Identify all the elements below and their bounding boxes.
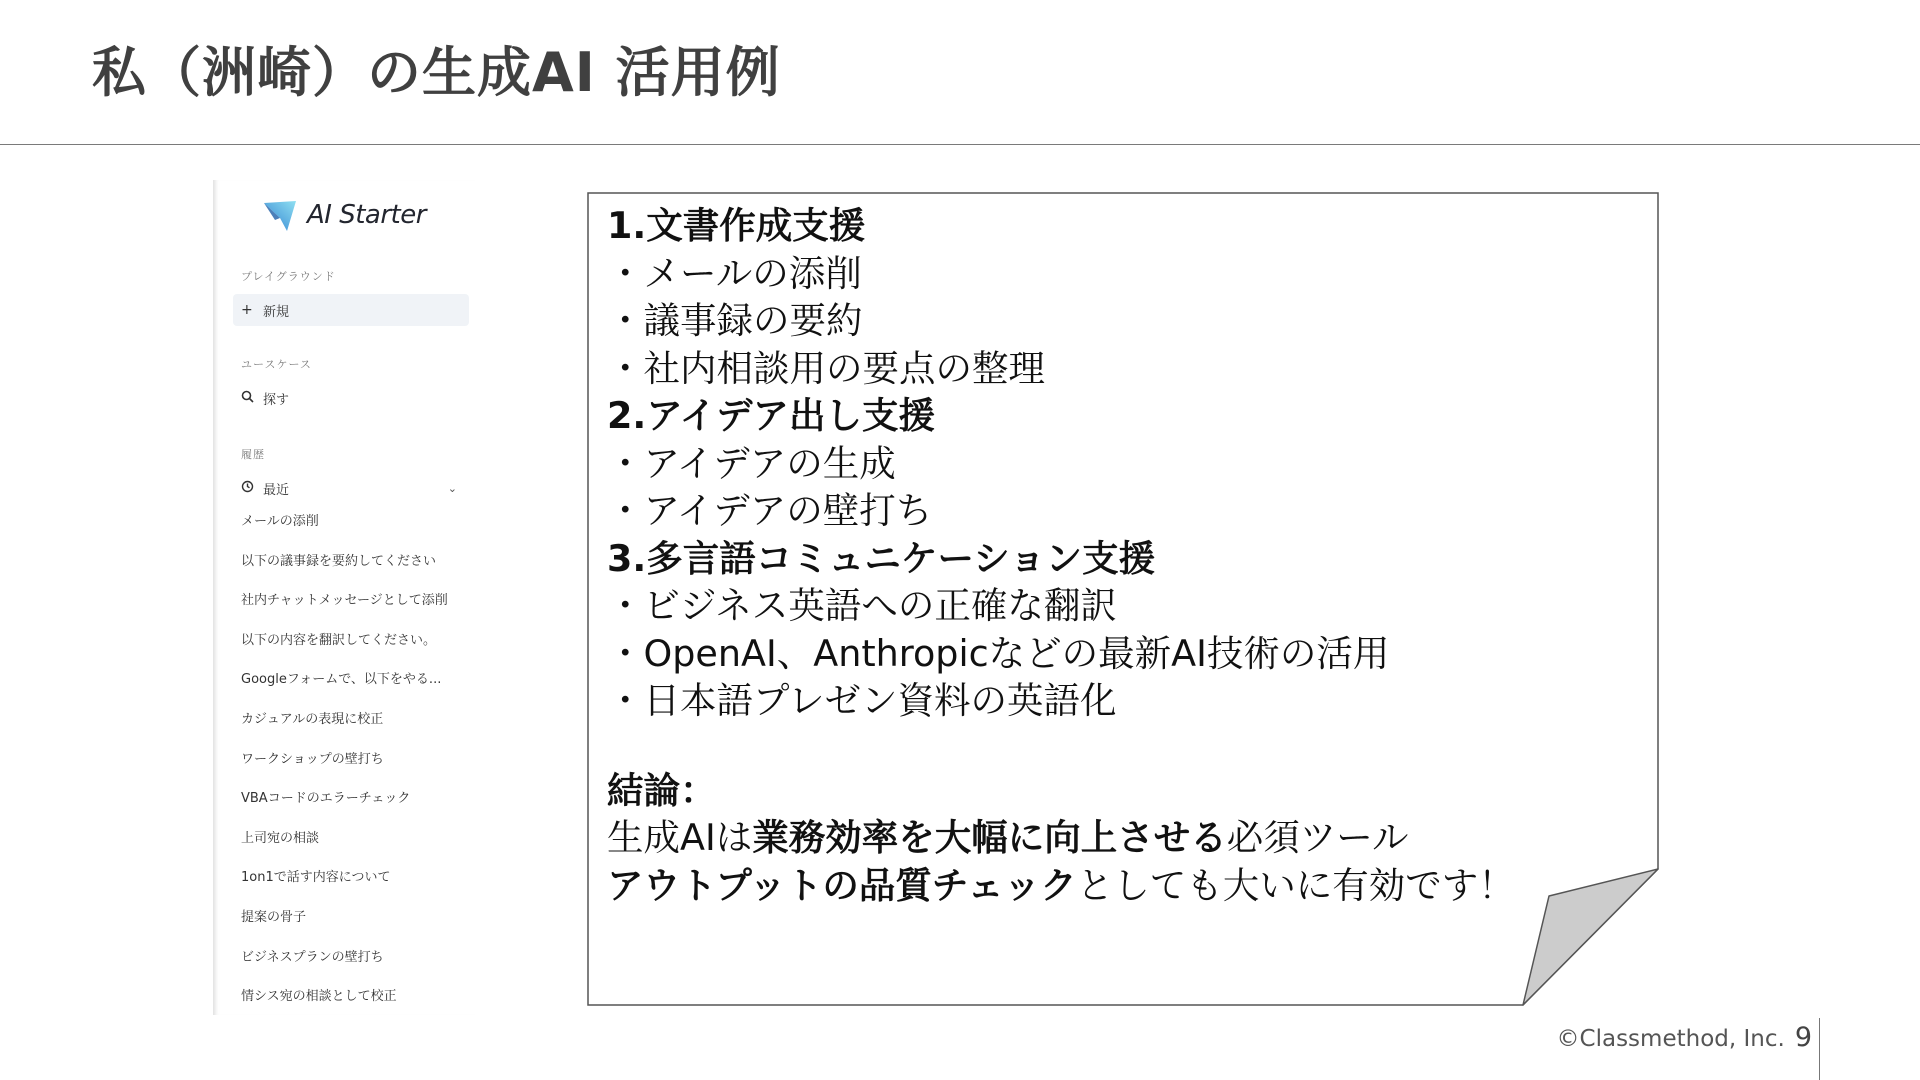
bullet-item: ・議事録の要約 (607, 299, 863, 342)
history-item[interactable]: ビジネスプランの壁打ち (241, 949, 384, 965)
history-item[interactable]: 以下の議事録を要約してください (241, 553, 437, 569)
chevron-down-icon: ⌄ (447, 481, 457, 495)
new-chat-label: 新規 (263, 304, 290, 320)
bullet-item: ・ビジネス英語への正確な翻訳 (607, 584, 1117, 627)
bullet-item: ・アイデアの壁打ち (607, 489, 933, 532)
page-number: 9 (1794, 1022, 1812, 1053)
conclusion-text: としても大いに有効です！ (1076, 863, 1515, 907)
bullet-item: ・アイデアの生成 (607, 441, 896, 485)
history-item[interactable]: メールの添削 (241, 514, 319, 529)
search-icon (241, 390, 263, 407)
conclusion-emphasis: アウトプットの品質チェック (607, 863, 1077, 907)
history-item[interactable]: 上司宛の相談 (241, 830, 320, 846)
conclusion-line-2 (607, 862, 1637, 910)
section-label-usecase: ユースケース (241, 358, 312, 371)
section-label-playground: プレイグラウンド (241, 270, 336, 283)
section-heading-multilingual: 3.多言語コミュニケーション支援 (607, 536, 1156, 580)
history-list (241, 502, 469, 1015)
logo-mark-icon (263, 198, 297, 232)
history-item[interactable]: 社内チャットメッセージとして添削 (241, 593, 448, 609)
conclusion-text: 必須ツール (1226, 816, 1409, 859)
conclusion-emphasis: 業務効率を大幅に向上させる (752, 816, 1227, 859)
history-item[interactable]: 提案の骨子 (241, 909, 307, 925)
history-item[interactable]: 1on1で話す内容について (241, 870, 391, 886)
conclusion-line-1 (607, 814, 1637, 862)
history-item[interactable]: VBAコードのエラーチェック (241, 791, 411, 807)
bullet-item: ・メールの添削 (607, 251, 862, 295)
footer (1557, 1022, 1812, 1053)
conclusion-heading: 結論： (607, 768, 717, 812)
recent-label: 最近 (263, 482, 290, 498)
card-body (607, 202, 1637, 909)
bullet-item: ・社内相談用の要点の整理 (607, 346, 1045, 390)
ai-starter-logo (263, 198, 426, 232)
section-label-history: 履歴 (241, 448, 265, 461)
search-usecase-button[interactable] (233, 382, 469, 414)
history-item[interactable]: 情シス宛の相談として校正 (241, 989, 397, 1005)
history-item[interactable]: ワークショップの壁打ち (241, 751, 384, 767)
history-item[interactable]: Googleフォームで、以下をやる... (241, 672, 442, 688)
footer-divider (1819, 1018, 1820, 1080)
history-item[interactable]: 以下の内容を翻訳してください。 (241, 632, 437, 648)
copyright-text: ©Classmethod, Inc. (1556, 1026, 1785, 1052)
section-heading-document: 1.文書作成支援 (607, 204, 866, 247)
ai-starter-sidebar-screenshot (213, 180, 475, 1015)
search-label: 探す (263, 392, 290, 408)
history-clock-icon (241, 480, 263, 497)
bullet-item: ・日本語プレゼン資料の英語化 (607, 679, 1117, 722)
recent-toggle[interactable] (233, 472, 469, 504)
content-card (587, 192, 1659, 1006)
conclusion-text: 生成AIは (607, 816, 753, 859)
logo-text: AI Starter (307, 200, 426, 230)
title-divider (0, 144, 1920, 145)
new-chat-button[interactable] (233, 294, 469, 326)
section-heading-ideas: 2.アイデア出し支援 (607, 394, 935, 437)
bullet-item: ・OpenAI、Anthropicなどの最新AI技術の活用 (607, 631, 1390, 675)
history-item[interactable]: カジュアルの表現に校正 (241, 711, 384, 727)
slide-title: 私（洲崎）の生成AI 活用例 (92, 41, 781, 104)
plus-icon: + (241, 302, 253, 318)
spacer (607, 725, 1637, 767)
